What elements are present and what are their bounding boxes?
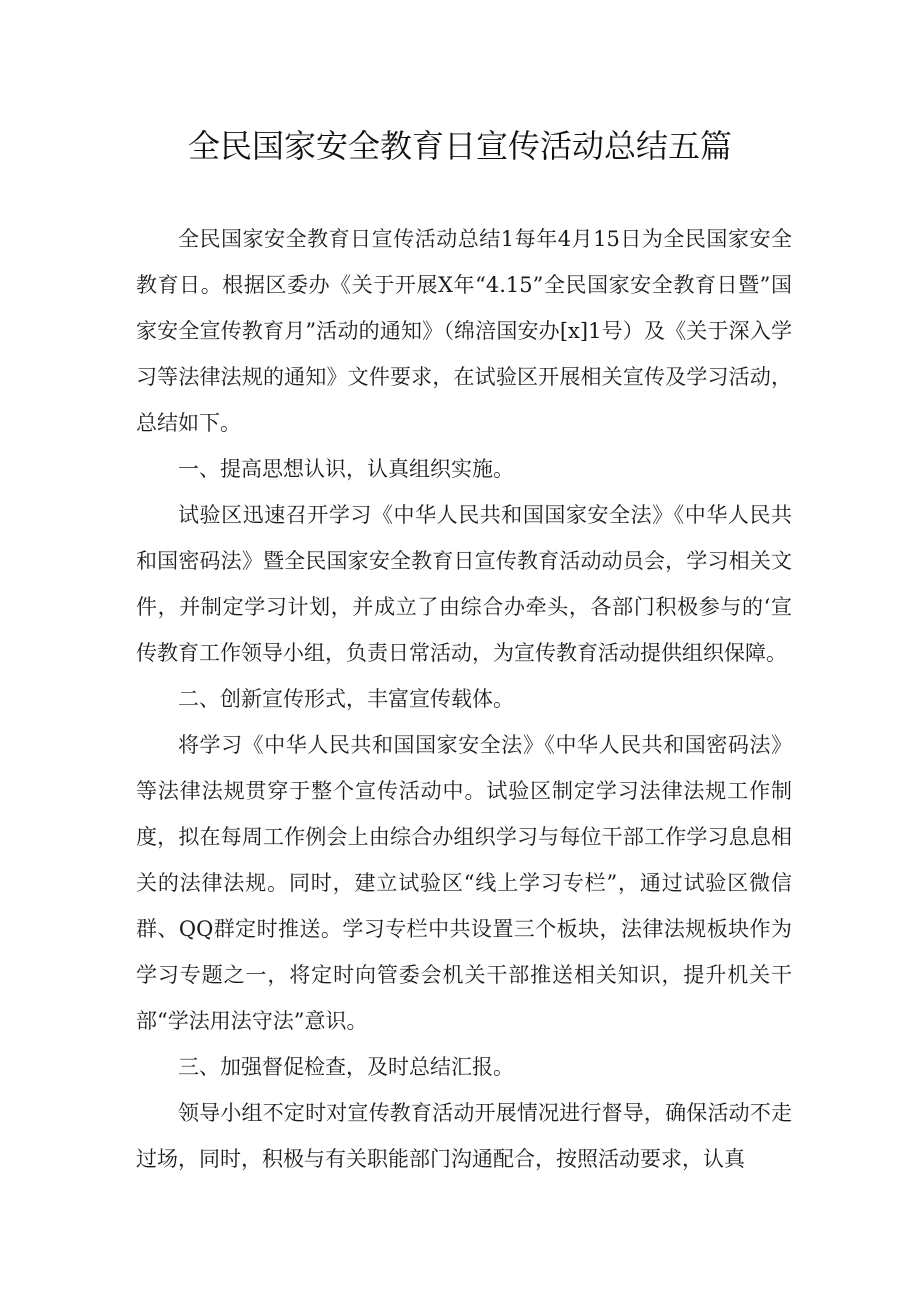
document-title: 全民国家安全教育日宣传活动总结五篇 [187, 127, 732, 165]
paragraph-section-2: 将学习《中华人民共和国国家安全法》《中华人民共和国密码法》等法律法规贯穿于整个宣传活动中。试验区制定学习法律法规工作制度，拟在每周工作例会上由综合办组织学习与每位干部工作学习息息相关的法律法规。同时，建立试验区“线上学习专栏”，通过试验区微信群、QQ群定时推送。学习专栏中共设置三个板块，法律法规板块作为学习专题之一，将定时向管委会机关干部推送相关知识，提升机关干部“学法用法守法”意识。 [136, 733, 792, 1033]
paragraph-section-1: 试验区迅速召开学习《中华人民共和国国家安全法》《中华人民共和国密码法》暨全民国家安全教育日宣传教育活动动员会，学习相关文件，并制定学习计划，并成立了由综合办牵头，各部门积极参与的‘宣传教育工作领导小组，负责日常活动，为宣传教育活动提供组织保障。 [136, 503, 792, 665]
section-heading-1: 一、提高思想认识，认真组织实施。 [178, 457, 514, 481]
paragraph-section-3: 领导小组不定时对宣传教育活动开展情况进行督导，确保活动不走过场，同时，积极与有关职能部门沟通配合，按照活动要求，认真 [136, 1101, 792, 1171]
document-body [136, 216, 792, 1182]
section-heading-3: 三、加强督促检查，及时总结汇报。 [178, 1055, 514, 1079]
paragraph-intro: 全民国家安全教育日宣传活动总结1每年4月15日为全民国家安全教育日。根据区委办《关于开展X年“4.15”全民国家安全教育日暨”国家安全宣传教育月”活动的通知》（绵涪国安办[x]1号）及《关于深入学习等法律法规的通知》文件要求，在试验区开展相关宣传及学习活动，总结如下。 [136, 227, 792, 435]
section-heading-2: 二、创新宣传形式，丰富宣传载体。 [178, 687, 514, 711]
